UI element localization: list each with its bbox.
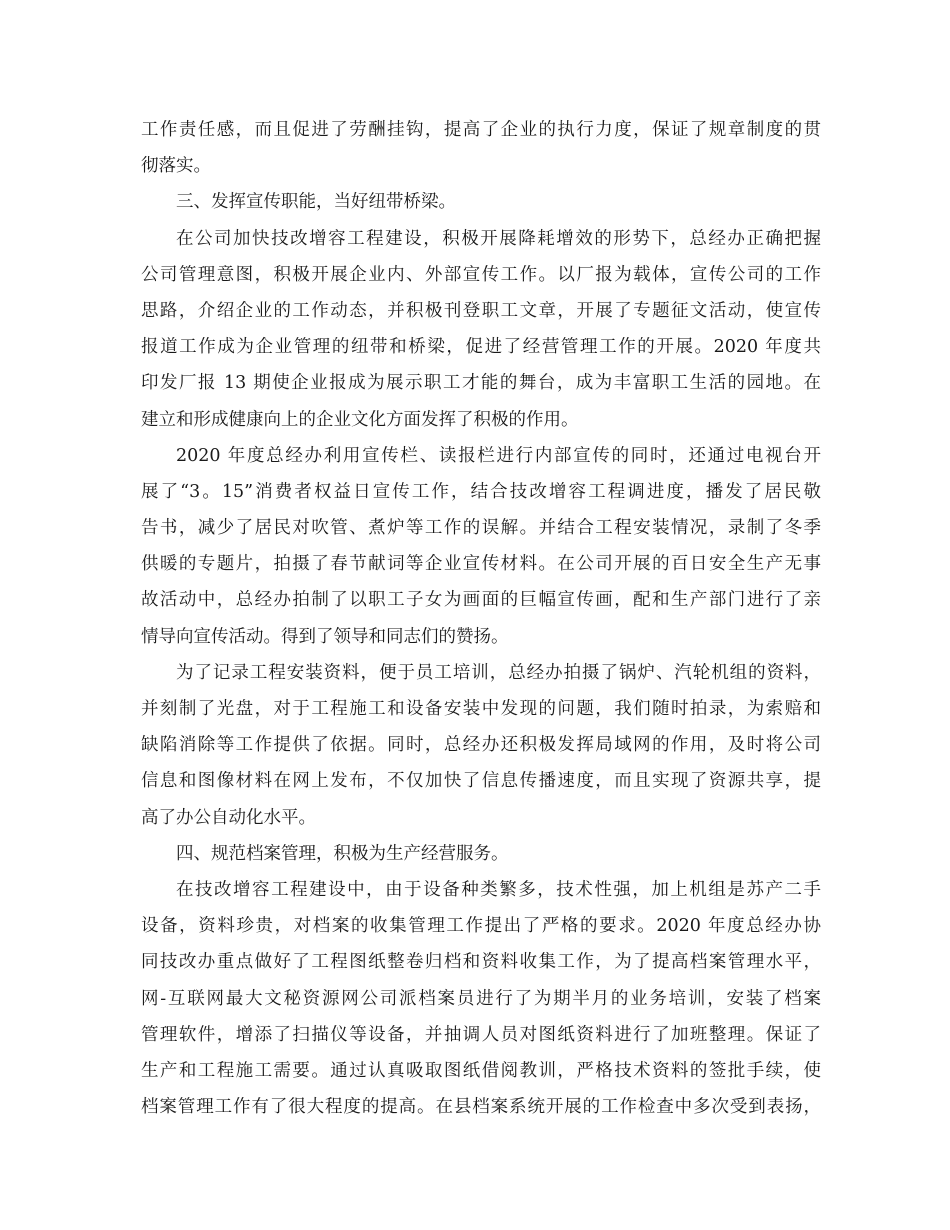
text-line: 在技改增容工程建设中，由于设备种类繁多，技术性强，加上机组是苏产二手 — [176, 879, 821, 900]
text-line: 四、规范档案管理，积极为生产经营服务。 — [176, 843, 509, 864]
text-line: 情导向宣传活动。得到了领导和同志们的赞扬。 — [141, 626, 509, 647]
text-line: 彻落实。 — [141, 156, 211, 177]
text-line: 同技改办重点做好了工程图纸整卷归档和资料收集工作，为了提高档案管理水平， — [141, 952, 821, 973]
text-line: 并刻制了光盘，对于工程施工和设备安装中发现的问题，我们随时拍录，为索赔和 — [141, 699, 821, 719]
text-line: 信息和图像材料在网上发布，不仅加快了信息传播速度，而且实现了资源共享，提 — [141, 771, 821, 792]
text-line: 高了办公自动化水平。 — [141, 807, 316, 828]
text-line: 展了“3。15”消费者权益日宣传工作，结合技改增容工程调进度，播发了居民敬 — [141, 481, 821, 502]
text-line: 三、发挥宣传职能，当好纽带桥梁。 — [176, 192, 456, 213]
text-line: 报道工作成为企业管理的纽带和桥梁，促进了经营管理工作的开展。2020 年度共 — [141, 337, 821, 358]
text-line: 设备，资料珍贵，对档案的收集管理工作提出了严格的要求。2020 年度总经办协 — [141, 916, 821, 937]
text-line: 公司管理意图，积极开展企业内、外部宣传工作。以厂报为载体，宣传公司的工作 — [141, 264, 821, 285]
text-line: 供暖的专题片，拍摄了春节献词等企业宣传材料。在公司开展的百日安全生产无事 — [141, 554, 821, 575]
text-line: 2020 年度总经办利用宣传栏、读报栏进行内部宣传的同时，还通过电视台开 — [176, 445, 821, 466]
text-line: 告书，减少了居民对吹管、煮炉等工作的误解。并结合工程安装情况，录制了冬季 — [141, 518, 821, 539]
text-line: 为了记录工程安装资料，便于员工培训，总经办拍摄了锅炉、汽轮机组的资料， — [176, 662, 821, 683]
text-line: 管理软件，增添了扫描仪等设备，并抽调人员对图纸资料进行了加班整理。保证了 — [141, 1024, 821, 1045]
text-line: 思路，介绍企业的工作动态，并积极刊登职工文章，开展了专题征文活动，使宣传 — [141, 300, 821, 321]
text-line: 缺陷消除等工作提供了依据。同时，总经办还积极发挥局域网的作用，及时将公司 — [141, 735, 821, 756]
text-line: 印发厂报 13 期使企业报成为展示职工才能的舞台，成为丰富职工生活的园地。在 — [141, 373, 821, 394]
text-line: 生产和工程施工需要。通过认真吸取图纸借阅教训，严格技术资料的签批手续，使 — [141, 1060, 821, 1081]
text-line: 故活动中，总经办拍制了以职工子女为画面的巨幅宣传画，配和生产部门进行了亲 — [141, 590, 821, 611]
text-line: 档案管理工作有了很大程度的提高。在县档案系统开展的工作检查中多次受到表扬， — [141, 1097, 821, 1118]
text-line: 在公司加快技改增容工程建设，积极开展降耗增效的形势下，总经办正确把握 — [176, 228, 821, 249]
text-line: 工作责任感，而且促进了劳酬挂钩，提高了企业的执行力度，保证了规章制度的贯 — [141, 120, 821, 140]
text-line: 网-互联网最大文秘资源网公司派档案员进行了为期半月的业务培训，安装了档案 — [141, 988, 821, 1009]
document-body — [141, 112, 821, 1125]
text-line: 建立和形成健康向上的企业文化方面发挥了积极的作用。 — [141, 409, 579, 430]
